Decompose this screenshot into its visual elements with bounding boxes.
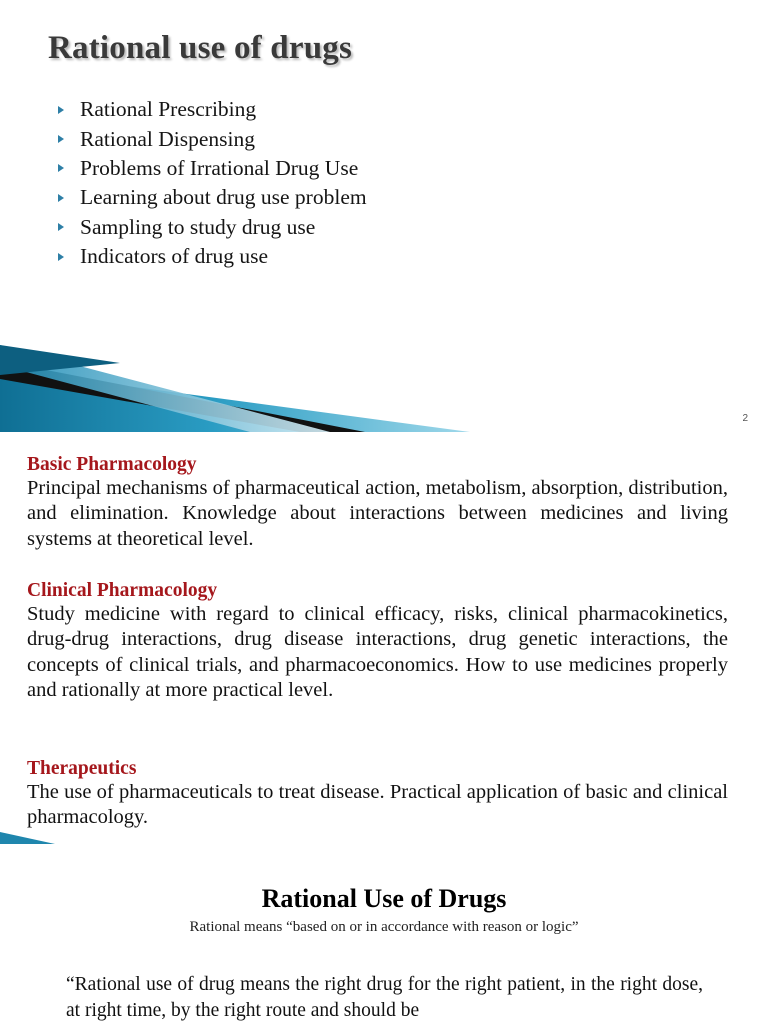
bullet-item xyxy=(56,242,367,271)
triangle-right-icon xyxy=(58,135,64,143)
slide-subtitle: Rational means “based on or in accordance with reason or logic” xyxy=(189,919,579,935)
slide-title: Rational Use of Drugs xyxy=(261,884,507,913)
section-heading: Therapeutics xyxy=(27,758,137,779)
bullet-text: Sampling to study drug use xyxy=(80,214,316,239)
bullet-item xyxy=(56,124,367,153)
bullet-text: Indicators of drug use xyxy=(80,244,269,269)
decorative-corner xyxy=(0,830,60,844)
triangle-right-icon xyxy=(58,164,64,172)
bullet-item xyxy=(56,154,367,183)
triangle-right-icon xyxy=(58,253,64,261)
section-body: The use of pharmaceuticals to treat disease. Practical application of basic and clinical pharmacology. xyxy=(27,781,728,829)
slide-rational-use-definition xyxy=(0,844,768,1024)
slide-rational-use-of-drugs xyxy=(0,0,768,432)
triangle-right-icon xyxy=(58,223,64,231)
section-heading: Clinical Pharmacology xyxy=(27,580,218,601)
triangle-right-icon xyxy=(58,194,64,202)
bullet-item xyxy=(56,95,367,124)
decorative-wedge xyxy=(0,345,470,432)
definition-quote: “Rational use of drug means the right drug for the right patient, in the right dose, at right time, by the right route and should be xyxy=(66,974,703,1021)
section-body: Principal mechanisms of pharmaceutical action, metabolism, absorption, distribution, and elimination. Knowledge about interactions between medicines and living systems at theoretical level. xyxy=(27,477,728,550)
section-basic-pharmacology xyxy=(27,453,728,552)
bullet-text: Learning about drug use problem xyxy=(80,185,367,210)
slide-title: Rational use of drugs xyxy=(48,30,352,66)
bullet-text: Rational Prescribing xyxy=(80,97,257,122)
section-body: Study medicine with regard to clinical efficacy, risks, clinical pharmacokinetics, drug-drug interactions, drug disease interactions, drug genetic interactions, the concepts of clinical trials, and pharmacoeconomics. How to use medicines properly and rationally at more practical level. xyxy=(27,603,728,702)
bullet-text: Rational Dispensing xyxy=(80,126,255,151)
triangle-right-icon xyxy=(58,106,64,114)
bullet-item xyxy=(56,183,367,212)
section-clinical-pharmacology xyxy=(27,579,728,704)
slide-pharmacology-definitions xyxy=(0,432,768,844)
section-therapeutics xyxy=(27,757,728,831)
bullet-text: Problems of Irrational Drug Use xyxy=(80,155,359,180)
section-heading: Basic Pharmacology xyxy=(27,454,197,475)
bullet-item xyxy=(56,213,367,242)
page-number: 2 xyxy=(742,413,748,424)
bullet-list xyxy=(56,95,367,271)
